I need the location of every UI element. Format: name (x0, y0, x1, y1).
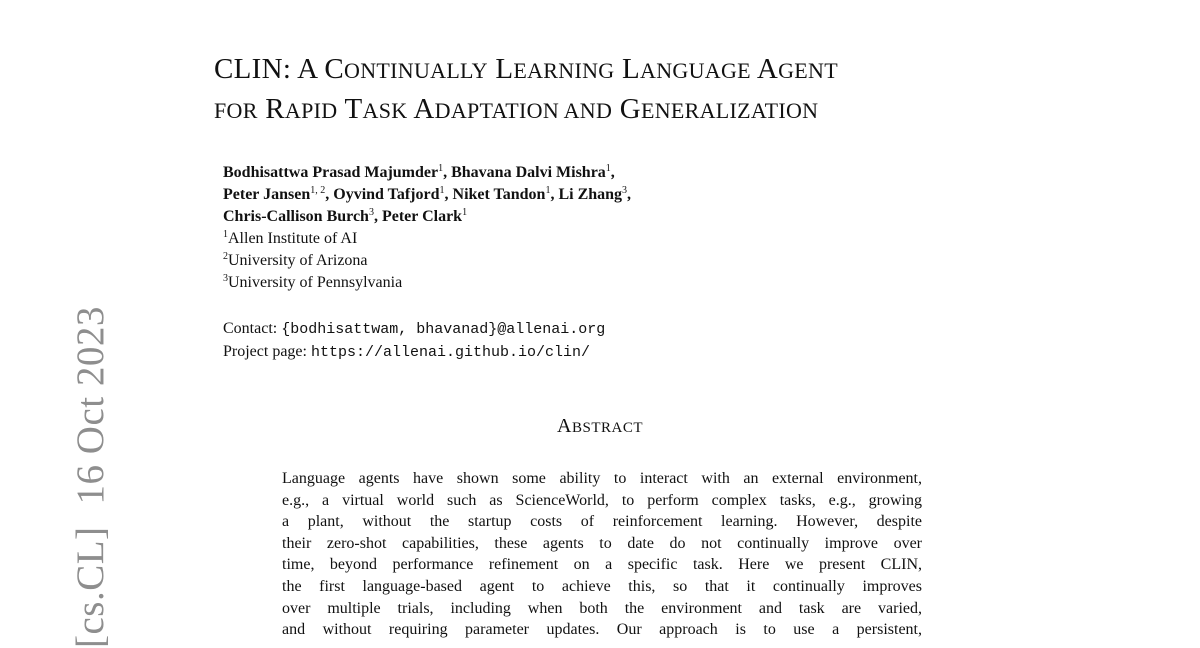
author-affiliation-marker: 1 (605, 163, 611, 174)
author-line (223, 206, 923, 228)
author-name: , Bhavana Dalvi Mishra (443, 164, 606, 181)
title-text: T (337, 93, 363, 125)
title-text-smallcaps: DAPTATION AND (434, 98, 613, 123)
affiliation-list (223, 228, 923, 294)
abstract-line: the first language-based agent to achieve this, so that it continually improves (282, 577, 922, 595)
project-page-label: Project page: (223, 343, 311, 360)
abstract-body (282, 468, 922, 641)
project-page-link[interactable]: https://allenai.github.io/clin/ (310, 344, 591, 361)
paper-title (214, 50, 1014, 130)
affiliation-name: Allen Institute of AI (228, 230, 358, 247)
author-name: Bodhisattwa Prasad Majumder (223, 164, 439, 181)
author-affiliation-marker: 3 (622, 185, 628, 196)
author-affiliation-marker: 1 (545, 185, 551, 196)
title-text-smallcaps: APID (284, 98, 338, 123)
title-text: CLIN (214, 53, 283, 85)
arxiv-date: 16 Oct 2023 (69, 306, 112, 505)
abstract-line: a plant, without the startup costs of reinforcement learning. However, despite (282, 513, 922, 531)
author-line (223, 162, 923, 184)
author-block (223, 162, 923, 294)
author-name: Chris-Callison Burch (223, 208, 369, 225)
author-affiliation-marker: 3 (368, 207, 374, 218)
title-text-smallcaps: ENERALIZATION (640, 98, 819, 123)
affiliation (223, 250, 923, 272)
author-affiliation-marker: 1 (439, 185, 445, 196)
author-line (223, 184, 923, 206)
contact-email[interactable]: {bodhisattwam, bhavanad}@allenai.org (281, 321, 606, 338)
author-name: Peter Jansen (223, 186, 311, 203)
title-text: : A C (282, 53, 345, 85)
title-text-smallcaps: FOR (214, 98, 258, 123)
title-text: R (257, 93, 285, 125)
abstract-heading-initial: A (557, 415, 572, 437)
author-affiliation-marker: 1 (438, 163, 444, 174)
title-text: A (407, 93, 435, 125)
author-affiliation-marker: 1 (462, 207, 468, 218)
affiliation-marker: 3 (223, 273, 228, 284)
title-text-smallcaps: ASK (362, 98, 408, 123)
abstract-line: e.g., a virtual world such as ScienceWorld, to perform complex tasks, e.g., growing (282, 491, 922, 509)
title-line-1 (214, 50, 1014, 90)
title-text: L (614, 53, 641, 85)
abstract-line: Language agents have shown some ability to interact with an external environment, (282, 470, 922, 487)
author-list (223, 162, 923, 228)
abstract-line: and without requiring parameter updates. Our approach is to use a persistent, (282, 621, 922, 639)
title-text: G (612, 93, 641, 125)
project-page-line (223, 341, 605, 364)
affiliation (223, 228, 923, 250)
title-text-smallcaps: GENT (778, 58, 838, 83)
author-name: , (627, 186, 632, 203)
author-name: , Peter Clark (373, 208, 463, 225)
abstract-line: their zero-shot capabilities, these agents to date do not continually improve over (282, 534, 922, 552)
title-text-smallcaps: ONTINUALLY (344, 58, 488, 83)
affiliation (223, 272, 923, 294)
author-affiliation-marker: 1, 2 (310, 185, 326, 196)
title-text: A (750, 53, 779, 85)
author-name: , Niket Tandon (444, 186, 546, 203)
abstract-heading-rest: BSTRACT (571, 420, 643, 436)
title-text: L (487, 53, 514, 85)
arxiv-category: [cs.CL] (69, 526, 112, 648)
title-text-smallcaps: EARNING (513, 58, 615, 83)
author-name: , Li Zhang (550, 186, 623, 203)
title-line-2 (214, 90, 1014, 130)
contact-label: Contact: (223, 320, 282, 337)
contact-line (223, 318, 605, 341)
affiliation-name: University of Pennsylvania (228, 274, 403, 291)
author-name: , Oyvind Tafjord (325, 186, 440, 203)
affiliation-name: University of Arizona (228, 252, 368, 269)
arxiv-stamp (68, 306, 113, 648)
contact-block (223, 318, 605, 364)
author-name: , (610, 164, 615, 181)
abstract-heading (0, 415, 1200, 438)
affiliation-marker: 1 (223, 229, 228, 240)
abstract-line: time, beyond performance refinement on a specific task. Here we present CLIN, (282, 556, 922, 574)
abstract-line: over multiple trials, including when both the environment and task are varied, (282, 599, 922, 617)
title-text-smallcaps: ANGUAGE (640, 58, 751, 83)
affiliation-marker: 2 (223, 251, 228, 262)
